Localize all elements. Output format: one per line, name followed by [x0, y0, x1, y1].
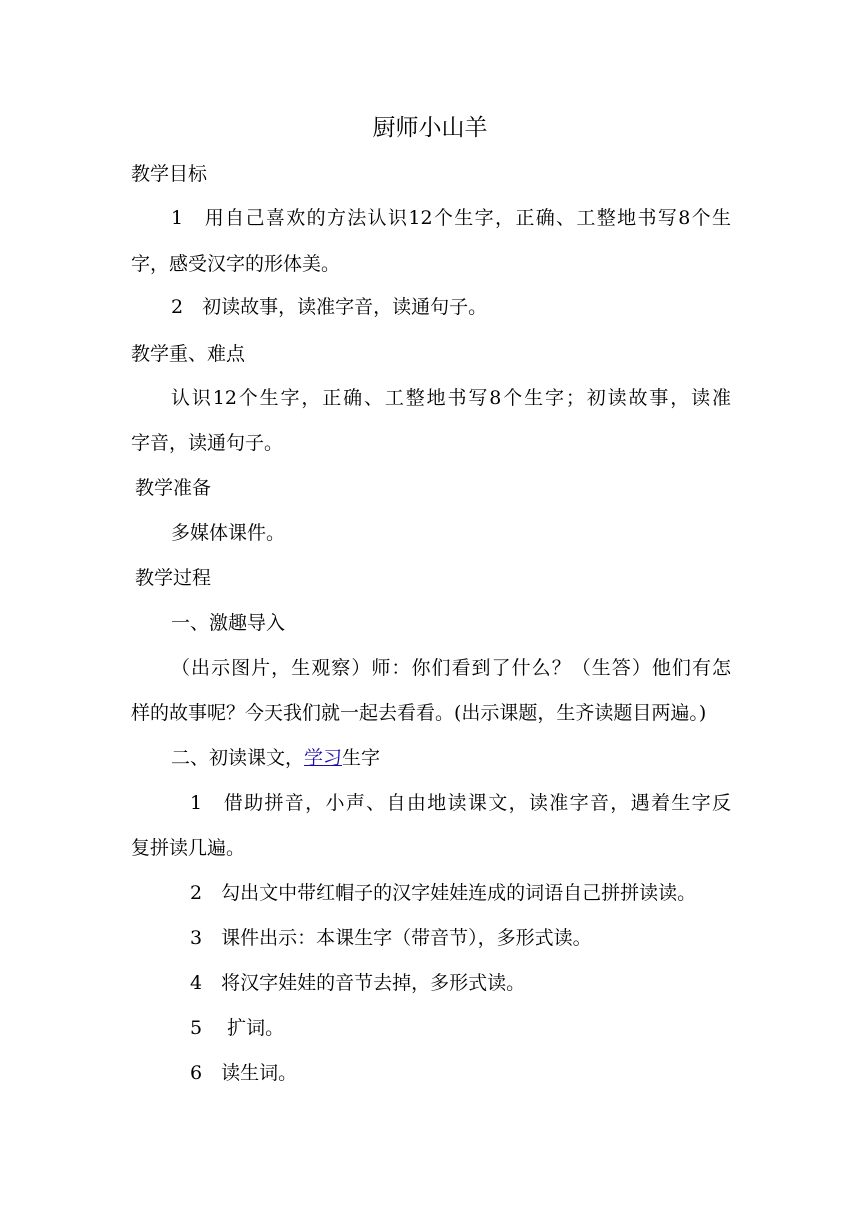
- step-1-line-1: （出示图片，生观察）师：你们看到了什么？（生答）他们有怎: [171, 657, 731, 679]
- document-title: 厨师小山羊: [372, 115, 488, 141]
- objective-1-line-1: 1 用自己喜欢的方法认识12个生字，正确、工整地书写8个生: [171, 207, 731, 229]
- step-2-item-3: 3 课件出示：本课生字（带音节），多形式读。: [190, 927, 592, 949]
- step-2-heading: [171, 746, 380, 770]
- heading-preparation: 教学准备: [135, 477, 212, 499]
- objective-2: 2 初读故事，读准字音，读通句子。: [171, 296, 488, 318]
- step-1-heading: 一、激趣导入: [171, 612, 286, 634]
- heading-key-points: 教学重、难点: [131, 343, 246, 365]
- study-link[interactable]: 学习: [304, 747, 343, 769]
- preparation-text: 多媒体课件。: [171, 522, 286, 544]
- step-2-item-1-line-1: 1 借助拼音，小声、自由地读课文，读准字音，遇着生字反: [190, 792, 731, 814]
- step-2-heading-prefix: 二、初读课文，: [171, 747, 305, 769]
- step-2-heading-suffix: 生字: [342, 747, 381, 769]
- objective-1-line-2: 字，感受汉字的形体美。: [131, 253, 341, 275]
- heading-process: 教学过程: [135, 567, 212, 589]
- step-2-item-6: 6 读生词。: [190, 1062, 298, 1084]
- key-points-line-2: 字音，读通句子。: [131, 432, 284, 454]
- heading-objectives: 教学目标: [131, 163, 208, 185]
- step-2-item-5: 5 扩词。: [190, 1017, 285, 1039]
- key-points-line-1: 认识12个生字，正确、工整地书写8个生字；初读故事，读准: [171, 387, 731, 409]
- step-2-item-4: 4 将汉字娃娃的音节去掉，多形式读。: [190, 972, 526, 994]
- step-2-item-1-line-2: 复拼读几遍。: [131, 837, 246, 859]
- step-2-item-2: 2 勾出文中带红帽子的汉字娃娃连成的词语自己拼拼读读。: [190, 882, 697, 904]
- step-1-line-2: 样的故事呢？今天我们就一起去看看。(出示课题，生齐读题目两遍。): [131, 702, 707, 724]
